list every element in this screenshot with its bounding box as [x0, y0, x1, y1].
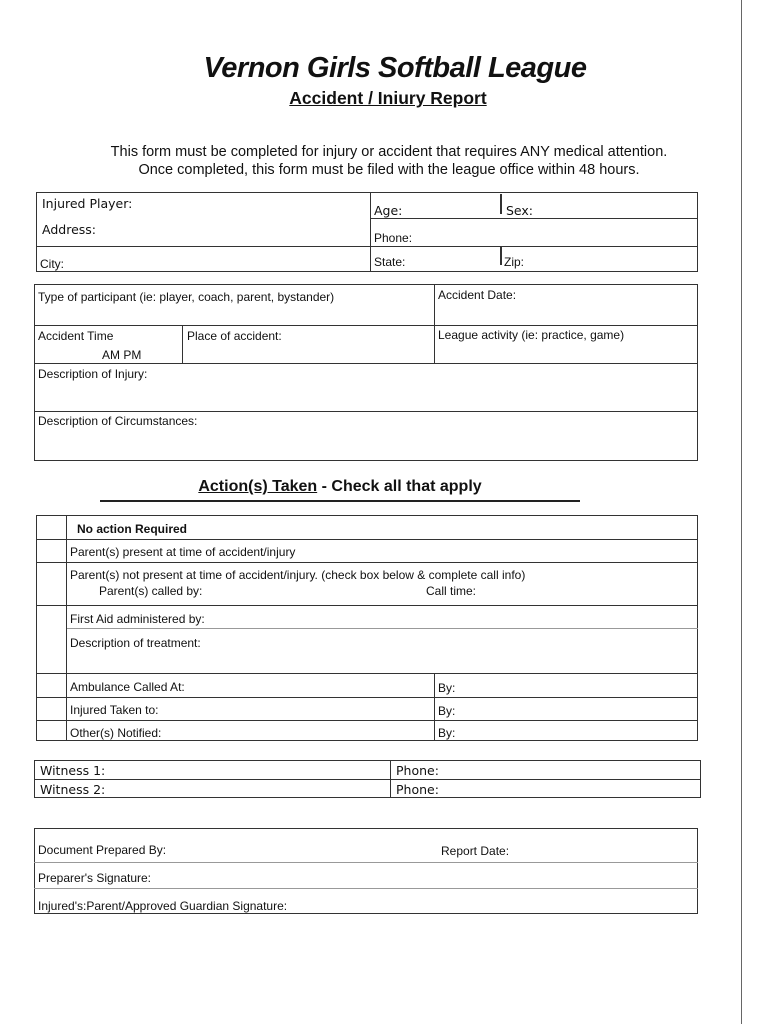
ambulance-called-field[interactable]: Ambulance Called At: — [70, 680, 185, 694]
guardian-signature-field[interactable]: Injured's:Parent/Approved Guardian Signature: — [38, 899, 288, 913]
accident-date-field[interactable]: Accident Date: — [438, 288, 517, 302]
injured-taken-checkbox[interactable] — [36, 698, 66, 718]
circumstances-description-field[interactable]: Description of Circumstances: — [38, 414, 198, 428]
city-field[interactable]: City: — [40, 257, 64, 271]
report-date-field[interactable]: Report Date: — [441, 844, 510, 858]
first-aid-field[interactable]: First Aid administered by: — [70, 612, 205, 626]
actions-heading-instruction: - Check all that apply — [317, 478, 482, 495]
no-action-label: No action Required — [77, 522, 188, 536]
accident-place-field[interactable]: Place of accident: — [187, 329, 282, 343]
prepared-by-field[interactable]: Document Prepared By: — [38, 843, 167, 857]
ambulance-by-field[interactable]: By: — [438, 681, 456, 695]
age-field[interactable]: Age: — [374, 203, 403, 218]
state-field[interactable]: State: — [374, 255, 406, 269]
witness-2-phone-field[interactable]: Phone: — [396, 782, 439, 797]
call-time-field[interactable]: Call time: — [426, 584, 477, 598]
am-pm-option[interactable]: AM PM — [102, 348, 142, 362]
others-notified-by-field[interactable]: By: — [438, 726, 456, 740]
ambulance-checkbox[interactable] — [36, 674, 66, 694]
treatment-description-field[interactable]: Description of treatment: — [70, 636, 201, 650]
injured-player-field[interactable]: Injured Player: — [42, 196, 133, 211]
zip-field[interactable]: Zip: — [504, 255, 525, 269]
intro-line-1: This form must be completed for injury or accident that requires ANY medical attention. — [110, 144, 668, 160]
accident-time-field[interactable]: Accident Time — [38, 329, 114, 343]
parents-present-checkbox[interactable] — [36, 540, 66, 560]
witness-1-field[interactable]: Witness 1: — [40, 763, 106, 778]
injured-taken-field[interactable]: Injured Taken to: — [70, 703, 159, 717]
witness-2-field[interactable]: Witness 2: — [40, 782, 106, 797]
parents-called-by-field[interactable]: Parent(s) called by: — [99, 584, 203, 598]
address-field[interactable]: Address: — [42, 222, 96, 237]
participant-type-field[interactable]: Type of participant (ie: player, coach, parent, bystander) — [38, 290, 335, 304]
sex-field[interactable]: Sex: — [506, 203, 534, 218]
first-aid-checkbox[interactable] — [36, 606, 66, 672]
parents-not-present-label: Parent(s) not present at time of accident/injury. (check box below & complete call info) — [70, 568, 526, 582]
others-notified-checkbox[interactable] — [36, 721, 66, 741]
others-notified-field[interactable]: Other(s) Notified: — [70, 726, 162, 740]
witness-1-phone-field[interactable]: Phone: — [396, 763, 439, 778]
form-title: Accident / Iniury Report — [289, 88, 487, 108]
league-name: Vernon Girls Softball League — [203, 52, 587, 84]
actions-heading-title: Action(s) Taken — [198, 478, 318, 495]
league-activity-field[interactable]: League activity (ie: practice, game) — [438, 328, 625, 342]
parents-present-label: Parent(s) present at time of accident/injury — [70, 545, 296, 559]
intro-line-2: Once completed, this form must be filed with the league office within 48 hours. — [138, 162, 640, 178]
preparer-signature-field[interactable]: Preparer's Signature: — [38, 871, 152, 885]
no-action-checkbox[interactable] — [36, 516, 66, 536]
parents-not-present-checkbox[interactable] — [36, 563, 66, 583]
injured-taken-by-field[interactable]: By: — [438, 704, 456, 718]
phone-field[interactable]: Phone: — [374, 231, 413, 245]
injury-description-field[interactable]: Description of Injury: — [38, 367, 148, 381]
actions-heading — [100, 478, 580, 502]
